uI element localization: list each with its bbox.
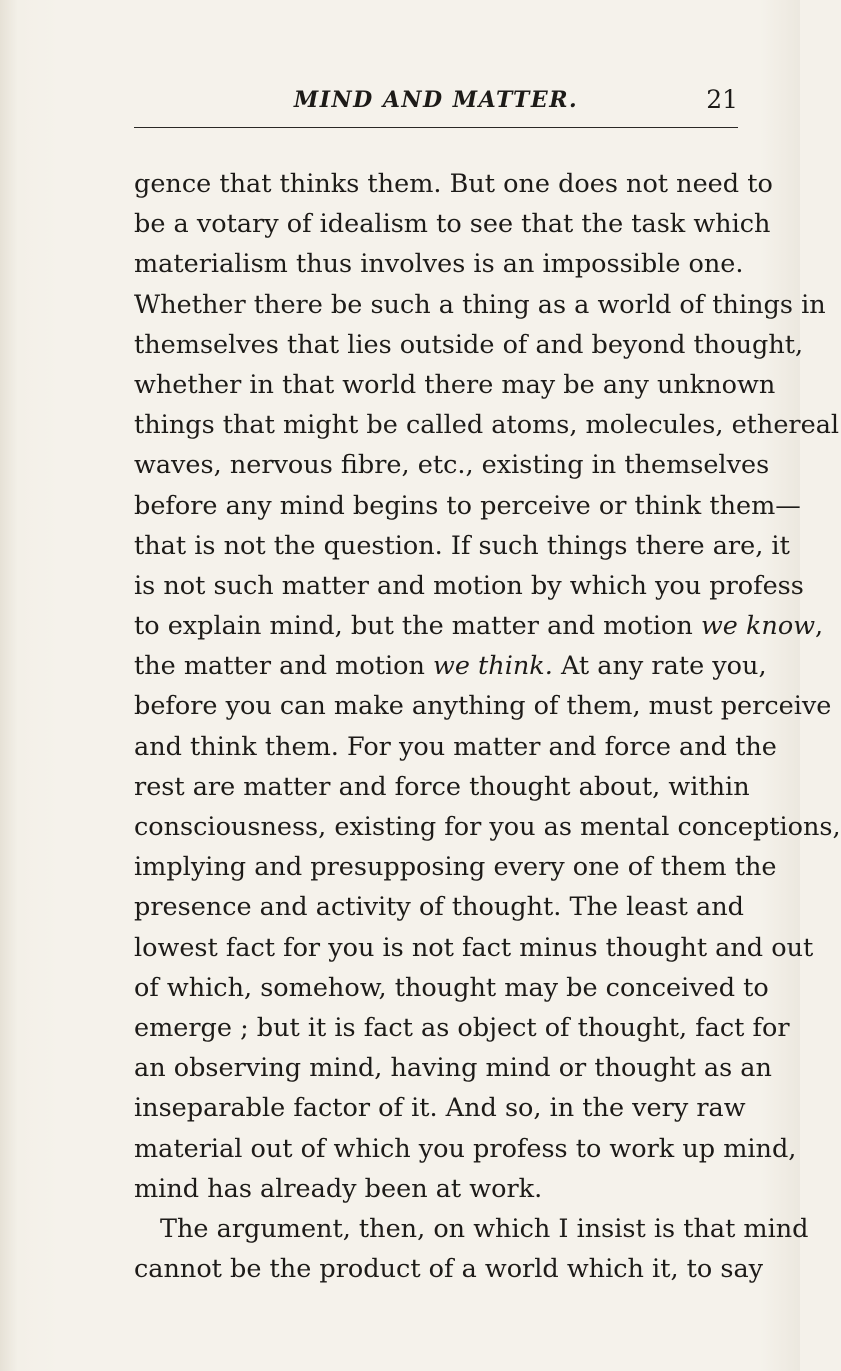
text-line: inseparable factor of it. And so, in the very raw xyxy=(134,1093,746,1124)
running-title: MIND AND MATTER. xyxy=(293,87,579,113)
paragraph-last-line: mind has already been at work. xyxy=(134,1173,543,1204)
text-line: and think them. For you matter and force and the xyxy=(134,731,777,762)
text-line: of which, somehow, thought may be conceived to xyxy=(134,972,769,1003)
text-line: themselves that lies outside of and beyond thought, xyxy=(134,329,804,360)
italic-emphasis: we think. xyxy=(433,651,553,682)
text-line: implying and presupposing every one of them the xyxy=(134,852,777,883)
text-line: materialism thus involves is an impossible one. xyxy=(134,249,744,280)
text-line: gence that thinks them. But one does not need to xyxy=(134,169,773,199)
text-line: whether in that world there may be any unknown xyxy=(134,369,776,400)
page-number: 21 xyxy=(706,85,738,114)
text-line: to explain mind, but the matter and motion we know, xyxy=(134,611,824,642)
text-line: before any mind begins to perceive or think them— xyxy=(134,490,801,521)
text-line: emerge ; but it is fact as object of thought, fact for xyxy=(134,1012,790,1043)
text-line: consciousness, existing for you as mental conceptions, xyxy=(134,812,841,842)
italic-emphasis: we know xyxy=(700,611,816,642)
text-line: be a votary of idealism to see that the task which xyxy=(134,209,771,240)
text-line: material out of which you profess to work up mind, xyxy=(134,1133,797,1164)
text-line: waves, nervous fibre, etc., existing in themselves xyxy=(134,450,770,481)
text-line: cannot be the product of a world which it, to say xyxy=(134,1254,764,1285)
text-line: lowest fact for you is not fact minus thought and out xyxy=(134,932,814,963)
paragraph-first-line: The argument, then, on which I insist is that mind xyxy=(160,1213,809,1244)
text-line: Whether there be such a thing as a world of things in xyxy=(134,289,826,320)
text-line: presence and activity of thought. The least and xyxy=(134,892,744,923)
running-head xyxy=(134,80,738,120)
text-line: an observing mind, having mind or thought as an xyxy=(134,1053,772,1084)
text-line: the matter and motion we think. At any rate you, xyxy=(134,651,767,682)
text-line: is not such matter and motion by which you profess xyxy=(134,570,804,601)
body-text xyxy=(134,164,841,1289)
text-line: rest are matter and force thought about, within xyxy=(134,771,750,802)
text-line: things that might be called atoms, molecules, ethereal xyxy=(134,410,840,441)
header-rule xyxy=(134,127,738,128)
text-line: that is not the question. If such things there are, it xyxy=(134,530,790,561)
text-line: before you can make anything of them, must perceive xyxy=(134,691,832,722)
